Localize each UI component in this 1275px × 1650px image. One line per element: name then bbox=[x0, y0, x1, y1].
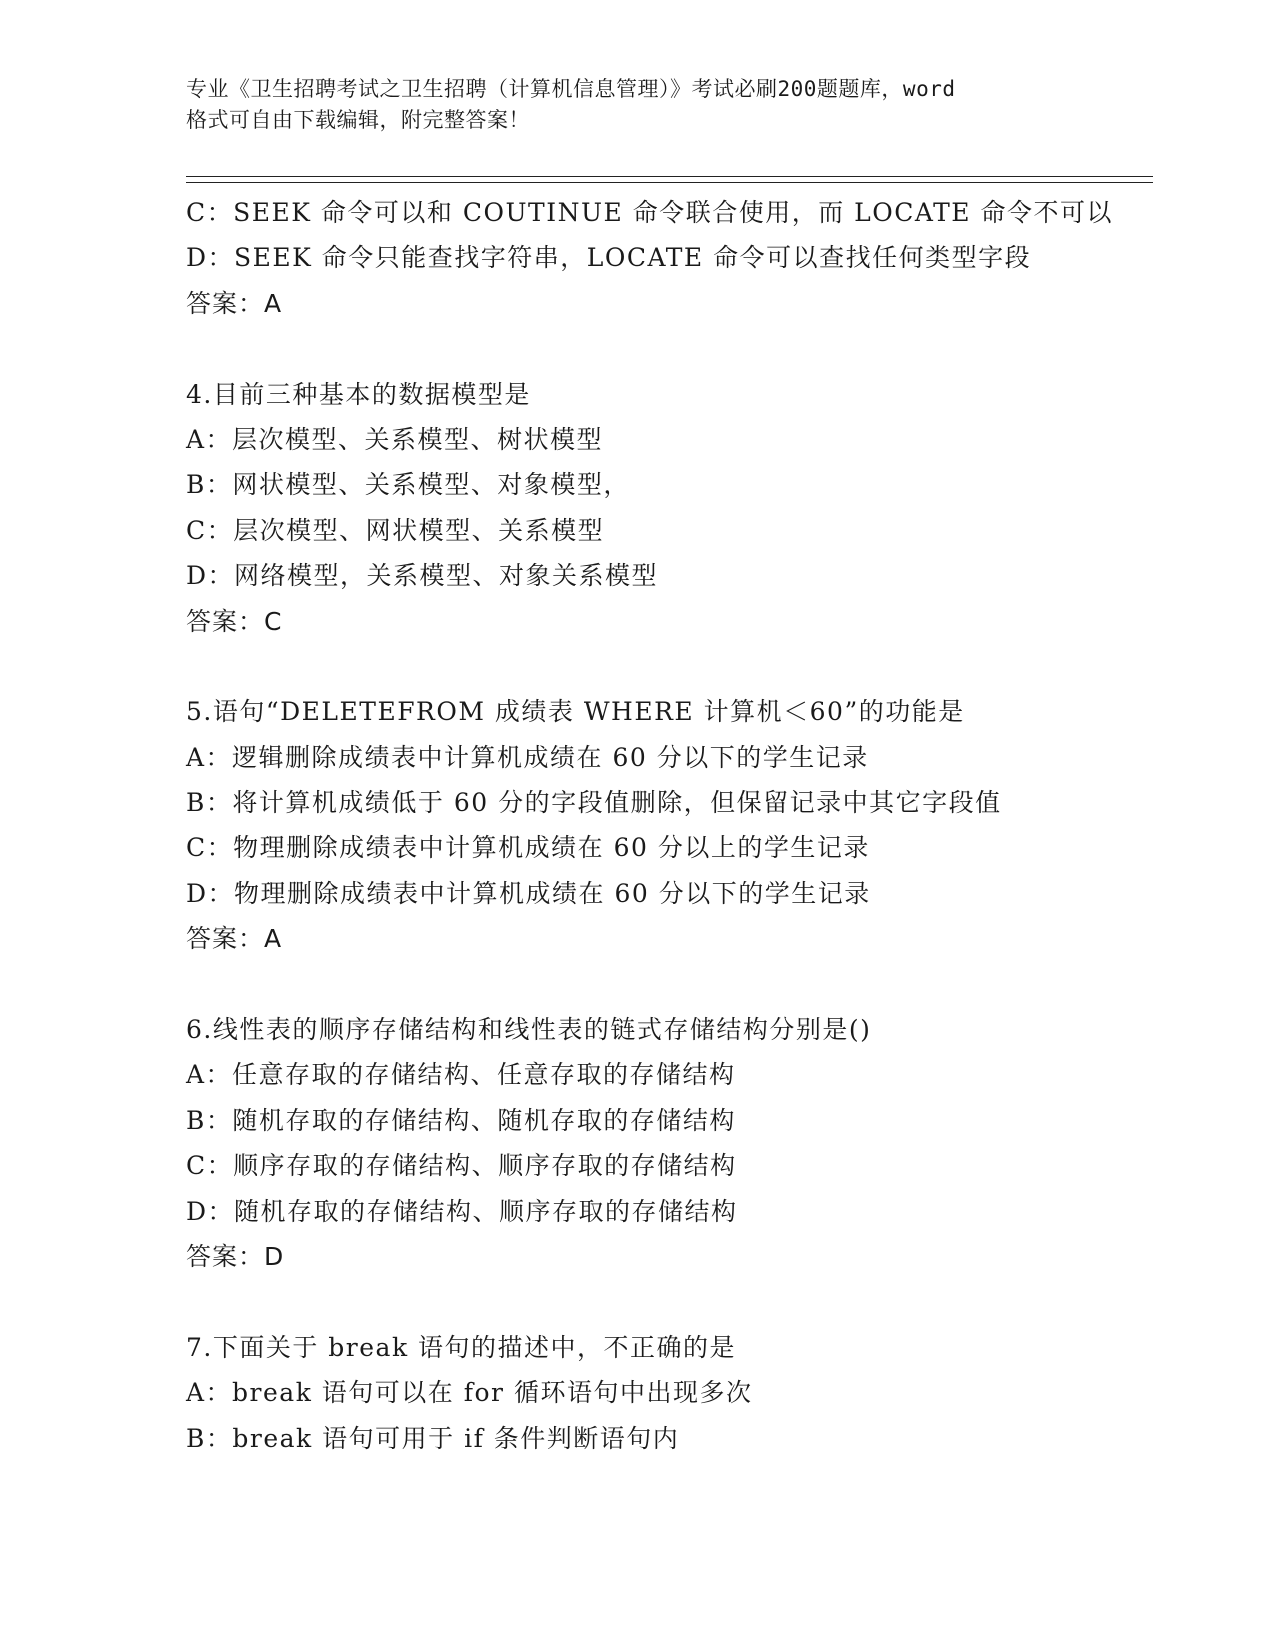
option-line: A：任意存取的存储结构、任意存取的存储结构 bbox=[186, 1060, 736, 1090]
option-line: B：随机存取的存储结构、随机存取的存储结构 bbox=[186, 1105, 736, 1135]
question-line: 7.下面关于 break 语句的描述中，不正确的是 bbox=[186, 1332, 737, 1362]
header-rule-top bbox=[186, 176, 1153, 177]
question-line: 6.线性表的顺序存储结构和线性表的链式存储结构分别是() bbox=[186, 1015, 872, 1045]
option-line: C：物理删除成绩表中计算机成绩在 60 分以上的学生记录 bbox=[186, 833, 870, 863]
option-line: A：逻辑删除成绩表中计算机成绩在 60 分以下的学生记录 bbox=[186, 742, 869, 772]
option-line: B：break 语句可用于 if 条件判断语句内 bbox=[186, 1423, 680, 1453]
question-line: 4.目前三种基本的数据模型是 bbox=[186, 379, 531, 409]
answer-line: 答案：D bbox=[186, 1241, 285, 1271]
option-line: B：网状模型、关系模型、对象模型， bbox=[186, 470, 630, 500]
option-line: B：将计算机成绩低于 60 分的字段值删除，但保留记录中其它字段值 bbox=[186, 788, 1002, 818]
header-line-2: 格式可自由下载编辑，附完整答案！ bbox=[186, 108, 530, 132]
spacer bbox=[186, 326, 1186, 371]
option-line: C：层次模型、网状模型、关系模型 bbox=[186, 515, 605, 545]
answer-line: 答案：A bbox=[186, 288, 283, 318]
document-header bbox=[186, 74, 1086, 136]
header-line-1: 专业《卫生招聘考试之卫生招聘（计算机信息管理）》考试必刷200题题库，word bbox=[186, 77, 956, 101]
spacer bbox=[186, 1279, 1186, 1324]
option-line: D：网络模型，关系模型、对象关系模型 bbox=[186, 561, 659, 591]
spacer bbox=[186, 962, 1186, 1007]
question-list bbox=[186, 190, 1186, 1461]
option-line: C：顺序存取的存储结构、顺序存取的存储结构 bbox=[186, 1151, 737, 1181]
option-line: A：break 语句可以在 for 循环语句中出现多次 bbox=[186, 1378, 753, 1408]
answer-line: 答案：C bbox=[186, 606, 283, 636]
option-line: A：层次模型、关系模型、树状模型 bbox=[186, 424, 604, 454]
option-line: C：SEEK 命令可以和 COUTINUE 命令联合使用，而 LOCATE 命令不可以 bbox=[186, 198, 1113, 227]
option-line: D：物理删除成绩表中计算机成绩在 60 分以下的学生记录 bbox=[186, 878, 871, 908]
question-line: 5.语句“DELETEFROM 成绩表 WHERE 计算机＜60”的功能是 bbox=[186, 697, 965, 727]
spacer bbox=[186, 644, 1186, 689]
option-line: D：SEEK 命令只能查找字符串，LOCATE 命令可以查找任何类型字段 bbox=[186, 243, 1032, 273]
header-rule-bottom bbox=[186, 182, 1153, 183]
answer-line: 答案：A bbox=[186, 924, 283, 954]
option-line: D：随机存取的存储结构、顺序存取的存储结构 bbox=[186, 1196, 738, 1226]
